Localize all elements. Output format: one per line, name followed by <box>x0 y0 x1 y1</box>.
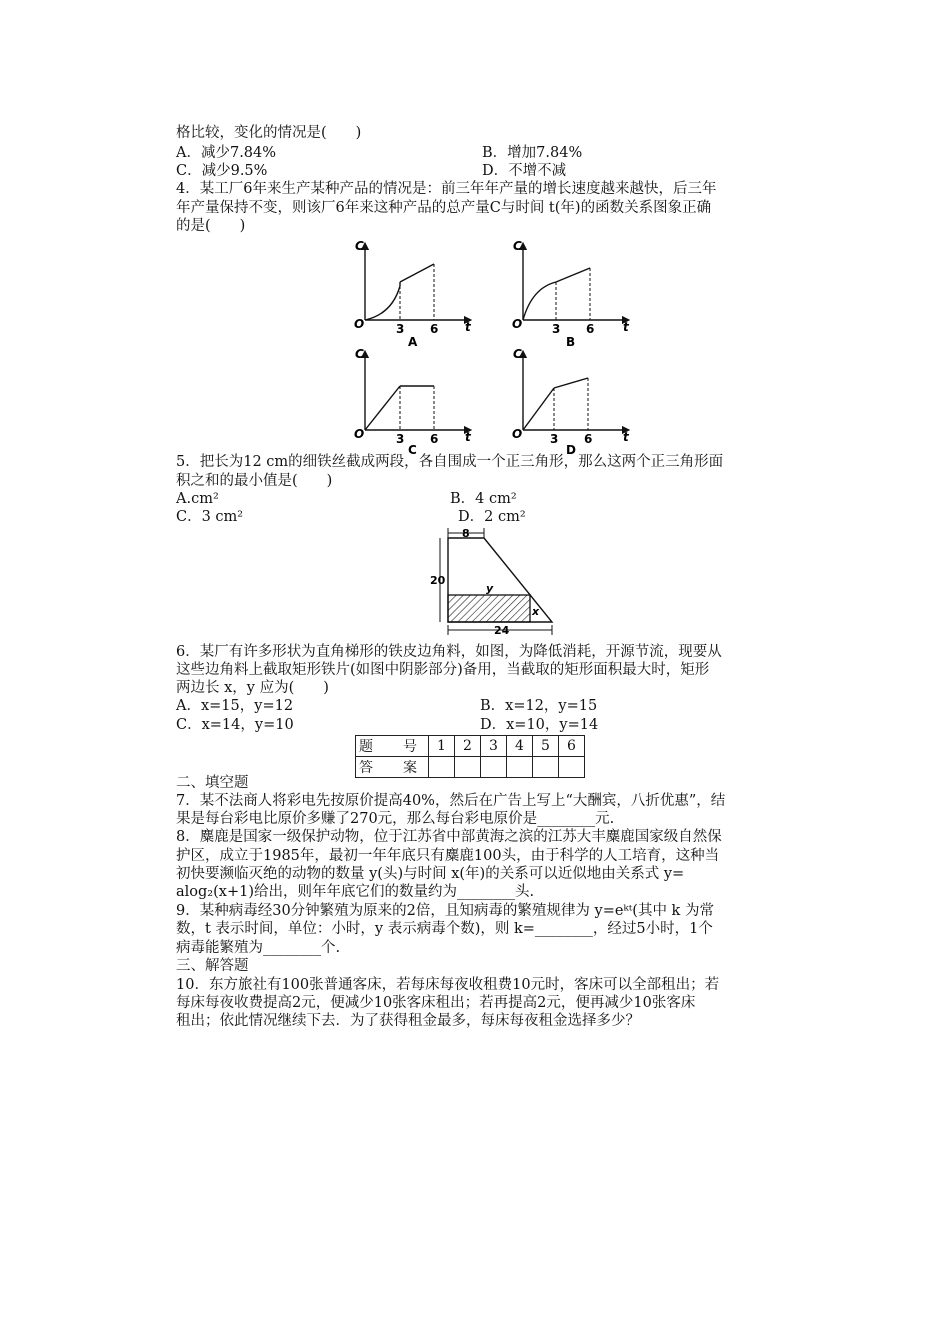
q4-line1: 4．某工厂6年来生产某种产品的情况是：前三年年产量的增长速度越来越快，后三年 <box>176 181 717 197</box>
answer-table-answer-row <box>356 757 585 778</box>
graph-d-axis-x: t <box>623 430 629 444</box>
answer-cell-3[interactable] <box>481 757 507 778</box>
graph-a-tick-3: 3 <box>396 322 405 336</box>
q3-option-c: C．减少9.5% <box>176 163 268 179</box>
graph-c-axis-x: t <box>465 430 471 444</box>
q9-line3: 病毒能繁殖为________个. <box>176 940 341 956</box>
q10-line2: 每床每夜收费提高2元，便减少10张客床租出；若再提高2元，便再减少10张客床 <box>176 995 696 1011</box>
answer-table-number-header: 题 号 <box>356 736 429 757</box>
answer-table-number-3: 3 <box>481 736 507 757</box>
graph-b-tick-6: 6 <box>586 322 595 336</box>
q3-option-b: B．增加7.84% <box>482 145 583 161</box>
q6-line3: 两边长 x，y 应为( ) <box>176 680 329 696</box>
graph-a <box>350 236 490 348</box>
answer-cell-1[interactable] <box>429 757 455 778</box>
graph-c-origin: O <box>354 427 365 441</box>
trapezoid-x-label: x <box>532 605 540 618</box>
q6-option-c: C．x=14，y=10 <box>176 717 294 733</box>
q8-line1: 8．麋鹿是国家一级保护动物，位于江苏省中部黄海之滨的江苏大丰麋鹿国家级自然保 <box>176 829 722 845</box>
answer-cell-5[interactable] <box>533 757 559 778</box>
q6-line2: 这些边角料上截取矩形铁片(如图中阴影部分)备用，当截取的矩形面积最大时，矩形 <box>176 662 710 678</box>
q6-option-b: B．x=12，y=15 <box>480 698 598 714</box>
q8-line3: 初快要濒临灭绝的动物的数量 y(头)与时间 x(年)的关系可以近似地由关系式 y= <box>176 866 685 882</box>
graph-d-label: D <box>566 443 576 456</box>
section-solve: 三、解答题 <box>176 958 249 974</box>
trapezoid-top-label: 8 <box>462 527 470 540</box>
answer-cell-2[interactable] <box>455 757 481 778</box>
graph-c-label: C <box>408 443 417 456</box>
answer-table-number-1: 1 <box>429 736 455 757</box>
answer-table <box>355 735 585 778</box>
graph-c-tick-3: 3 <box>396 432 405 446</box>
section-fill-in: 二、填空题 <box>176 775 249 791</box>
graph-c <box>350 344 490 456</box>
graph-a-tick-6: 6 <box>430 322 439 336</box>
q7-line2: 果是每台彩电比原价多赚了270元，那么每台彩电原价是________元. <box>176 811 615 827</box>
q10-line3: 租出；依此情况继续下去．为了获得租金最多，每床每夜租金选择多少？ <box>176 1013 640 1029</box>
q7-line1: 7．某不法商人将彩电先按原价提高40%，然后在广告上写上“大酬宾，八折优惠”，结 <box>176 793 726 809</box>
graph-a-axis-x: t <box>465 320 471 334</box>
answer-table-answer-header: 答 案 <box>356 757 429 778</box>
trapezoid-height-label: 20 <box>430 574 446 587</box>
graph-a-axis-y: C <box>355 239 364 253</box>
q3-option-a: A．减少7.84% <box>176 145 277 161</box>
q6-option-d: D．x=10，y=14 <box>480 717 599 733</box>
answer-table-number-2: 2 <box>455 736 481 757</box>
graph-a-label: A <box>408 335 418 348</box>
graph-d-tick-3: 3 <box>550 432 559 446</box>
graph-a-origin: O <box>354 317 365 331</box>
answer-cell-6[interactable] <box>559 757 585 778</box>
q6-line1: 6．某厂有许多形状为直角梯形的铁皮边角料，如图，为降低消耗，开源节流，现要从 <box>176 644 722 660</box>
q6-option-a: A．x=15，y=12 <box>176 698 294 714</box>
q9-line1: 9．某种病毒经30分钟繁殖为原来的2倍，且知病毒的繁殖规律为 y=eᵏᵗ(其中 k 为常 <box>176 903 714 919</box>
answer-table-number-row <box>356 736 585 757</box>
q5-line1: 5．把长为12 cm的细铁丝截成两段，各自围成一个正三角形，那么这两个正三角形面 <box>176 454 724 470</box>
answer-cell-4[interactable] <box>507 757 533 778</box>
trapezoid-bottom-label: 24 <box>494 624 510 637</box>
graph-b-origin: O <box>512 317 523 331</box>
q8-line4: alog₂(x+1)给出，则年年底它们的数量约为________头. <box>176 884 535 900</box>
graph-c-tick-6: 6 <box>430 432 439 446</box>
graph-d-axis-y: C <box>513 347 522 361</box>
graph-d <box>508 344 648 456</box>
graph-b <box>508 236 648 348</box>
trapezoid-figure <box>428 524 568 640</box>
q4-line3: 的是( ) <box>176 218 246 234</box>
q5-option-d: D．2 cm² <box>458 509 526 525</box>
q8-line2: 护区，成立于1985年，最初一年年底只有麋鹿100头，由于科学的人工培育，这种当 <box>176 848 720 864</box>
graph-c-axis-y: C <box>355 347 364 361</box>
q3-option-d: D．不增不减 <box>482 163 567 179</box>
graph-b-axis-x: t <box>623 320 629 334</box>
trapezoid-y-label: y <box>486 582 494 595</box>
graph-b-axis-y: C <box>513 239 522 253</box>
graph-d-origin: O <box>512 427 523 441</box>
q3-stem: 格比较，变化的情况是( ) <box>176 125 362 141</box>
q10-line1: 10．东方旅社有100张普通客床，若每床每夜收租费10元时，客床可以全部租出；若 <box>176 977 720 993</box>
q5-line2: 积之和的最小值是( ) <box>176 473 333 489</box>
q5-option-b: B．4 cm² <box>450 491 517 507</box>
q5-option-a: A.cm² <box>176 491 219 507</box>
q5-option-c: C．3 cm² <box>176 509 244 525</box>
q9-line2: 数，t 表示时间，单位：小时，y 表示病毒个数)，则 k=________，经过5小时，1个 <box>176 921 713 937</box>
graph-b-tick-3: 3 <box>552 322 561 336</box>
q4-line2: 年产量保持不变，则该厂6年来这种产品的总产量C与时间 t(年)的函数关系图象正确 <box>176 200 712 216</box>
graph-d-tick-6: 6 <box>584 432 593 446</box>
graph-b-label: B <box>566 335 576 348</box>
answer-table-number-4: 4 <box>507 736 533 757</box>
answer-table-number-5: 5 <box>533 736 559 757</box>
answer-table-number-6: 6 <box>559 736 585 757</box>
